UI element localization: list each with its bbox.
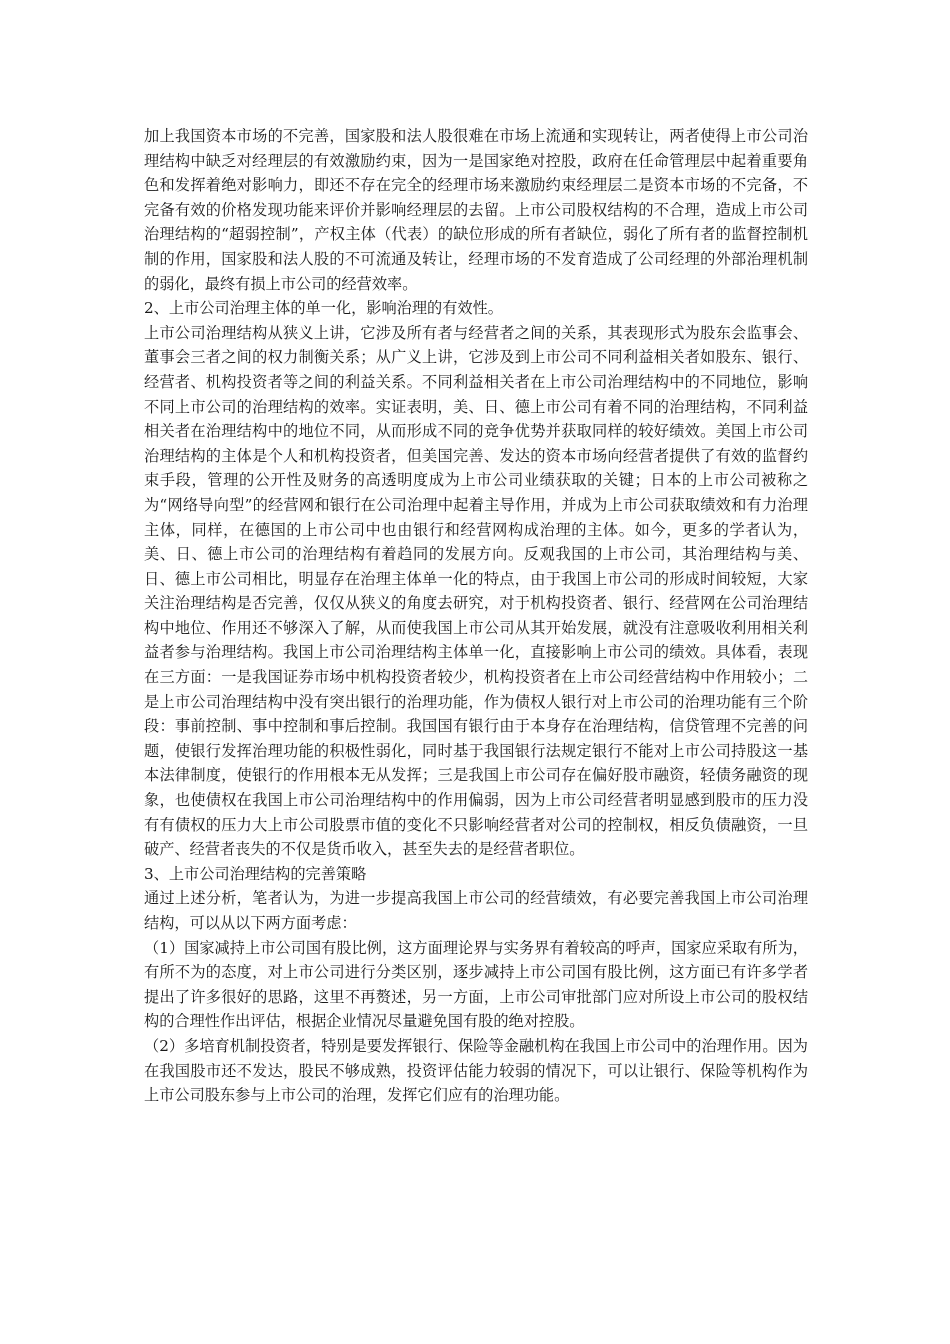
paragraph-analysis: 通过上述分析，笔者认为，为进一步提高我国上市公司的经营绩效，有必要完善我国上市公司治理结构，可以从以下两方面考虑： [144, 889, 808, 932]
section-heading-3: 3、上市公司治理结构的完善策略 [144, 864, 367, 883]
paragraph-item-2: （2）多培育机制投资者，特别是要发挥银行、保险等金融机构在我国上市公司中的治理作用。因为在我国股市还不发达，股民不够成熟，投资评估能力较弱的情况下，可以让银行、保险等机构作为上市公司股东参与上市公司的治理，发挥它们应有的治理功能。 [144, 1036, 808, 1105]
section-heading-2: 2、上市公司治理主体的单一化，影响治理的有效性。 [144, 299, 503, 318]
paragraph-item-1: （1）国家减持上市公司国有股比例，这方面理论界与实务界有着较高的呼声，国家应采取有所为，有所不为的态度，对上市公司进行分类区别，逐步减持上市公司国有股比例，这方面已有许多学者提出了许多很好的思路，这里不再赘述，另一方面，上市公司审批部门应对所设上市公司的股权结构的合理性作出评估，根据企业情况尽量避免国有股的绝对控股。 [144, 938, 808, 1031]
document-body [144, 124, 808, 1108]
paragraph-intro: 加上我国资本市场的不完善，国家股和法人股很难在市场上流通和实现转让，两者使得上市公司治理结构中缺乏对经理层的有效激励约束，因为一是国家绝对控股，政府在任命管理层中起着重要角色和发挥着绝对影响力，即还不存在完全的经理市场来激励约束经理层二是资本市场的不完备，不完备有效的价格发现功能来评价并影响经理层的去留。上市公司股权结构的不合理，造成上市公司治理结构的“超弱控制”，产权主体（代表）的缺位形成的所有者缺位，弱化了所有者的监督控制机制的作用，国家股和法人股的不可流通及转让，经理市场的不发育造成了公司经理的外部治理机制的弱化，最终有损上市公司的经营效率。 [144, 127, 808, 293]
paragraph-governance-subject: 上市公司治理结构从狭义上讲，它涉及所有者与经营者之间的关系，其表现形式为股东会监事会、董事会三者之间的权力制衡关系；从广义上讲，它涉及到上市公司不同利益相关者如股东、银行、经营者、机构投资者等之间的利益关系。不同利益相关者在上市公司治理结构中的不同地位，影响不同上市公司的治理结构的效率。实证表明，美、日、德上市公司有着不同的治理结构，不同利益相关者在治理结构中的地位不同，从而形成不同的竞争优势并获取同样的较好绩效。美国上市公司治理结构的主体是个人和机构投资者，但美国完善、发达的资本市场向经营者提供了有效的监督约束手段，管理的公开性及财务的高透明度成为上市公司业绩获取的关键；日本的上市公司被称之为“网络导向型”的经营网和银行在公司治理中起着主导作用，并成为上市公司获取绩效和有力治理主体，同样，在德国的上市公司中也由银行和经营网构成治理的主体。如今，更多的学者认为，美、日、德上市公司的治理结构有着趋同的发展方向。反观我国的上市公司，其治理结构与美、日、德上市公司相比，明显存在治理主体单一化的特点，由于我国上市公司的形成时间较短，大家关注治理结构是否完善，仅仅从狭义的角度去研究，对于机构投资者、银行、经营网在公司治理结构中地位、作用还不够深入了解，从而使我国上市公司从其开始发展，就没有注意吸收利用相关利益者参与治理结构。我国上市公司治理结构主体单一化，直接影响上市公司的绩效。具体看，表现在三方面：一是我国证券市场中机构投资者较少，机构投资者在上市公司经营结构中作用较小；二是上市公司治理结构中没有突出银行的治理功能，作为债权人银行对上市公司的治理功能有三个阶段：事前控制、事中控制和事后控制。我国国有银行由于本身存在治理结构，信贷管理不完善的问题，使银行发挥治理功能的积极性弱化，同时基于我国银行法规定银行不能对上市公司持股这一基本法律制度，使银行的作用根本无从发挥；三是我国上市公司存在偏好股市融资，轻债务融资的现象，也使债权在我国上市公司治理结构中的作用偏弱，因为上市公司经营者明显感到股市的压力没有有债权的压力大上市公司股票市值的变化不只影响经营者对公司的控制权，相反负债融资，一旦破产、经营者丧失的不仅是货币收入，甚至失去的是经营者职位。 [144, 323, 808, 859]
